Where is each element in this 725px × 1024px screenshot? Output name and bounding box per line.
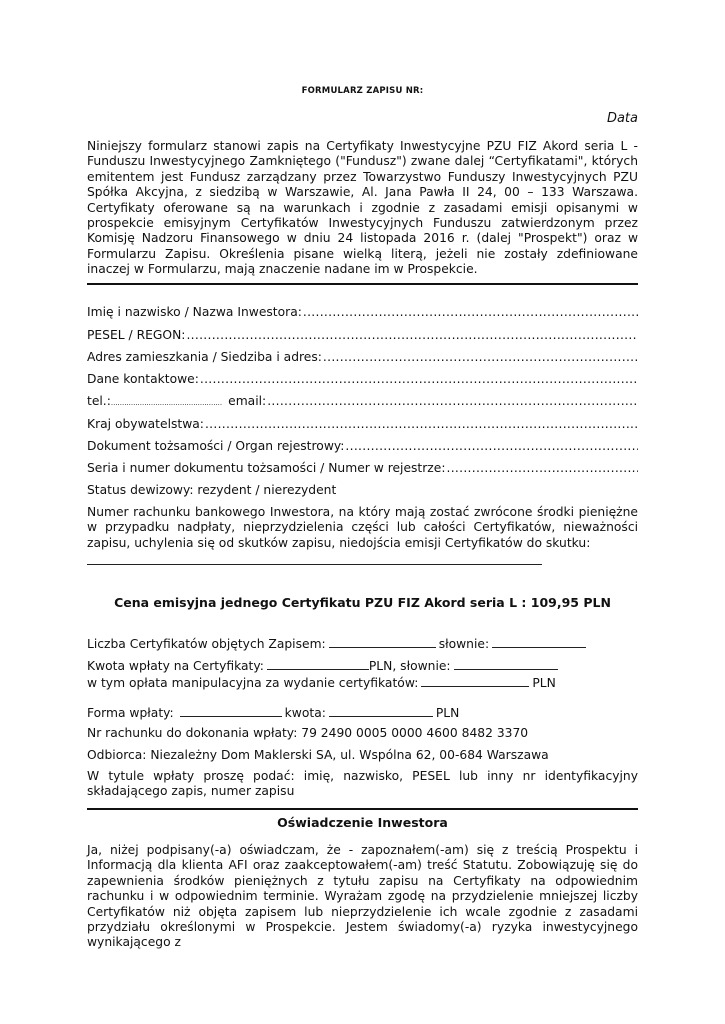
id-document-label: Dokument tożsamości / Organ rejestrowy: [87,439,345,453]
payment-pln-words: PLN, słownie: [368,659,451,673]
form-amount-line [87,705,459,720]
fx-status-line[interactable]: Status dewizowy: rezydent / nierezydent [87,483,337,497]
amount-label: kwota: [284,706,326,720]
amount-pln: PLN [435,706,460,720]
intro-paragraph: Niniejszy formularz stanowi zapis na Certyfikaty Inwestycyjne PZU FIZ Akord seria L - Funduszu Inwestycyjnego Zamkniętego ("Fundusz") zwane dalej “Certyfikatami", których emitentem jest Fundusz zarządzany przez Towarzystwo Funduszy Inwestycyjnych PZU Spółka Akcyjna, z siedzibą w Warszawie, Al. Jana Pawła II 24, 00 – 133 Warszawa. Certyfikaty oferowane są na warunkach i zgodnie z zasadami emisji opisanymi w prospekcie emisyjnym Certyfikatów Inwestycyjnych Funduszu zatwierdzonym przez Komisję Nadzoru Finansowego w dniu 24 listopada 2016 r. (dalej "Prospekt") oraz w Formularzu Zapisu. Określenia pisane wielką literą, jeżeli nie zostały zdefiniowane inaczej w Formularzu, mają znaczenie nadane im w Prospekcie. [87,139,638,277]
count-label: Liczba Certyfikatów objętych Zapisem: [87,637,326,651]
id-number-label: Seria i numer dokumentu tożsamości / Numer w rejestrze: [87,461,446,475]
fee-blank[interactable] [421,675,529,687]
amount-blank[interactable] [329,705,433,717]
count-words-label: słownie: [438,637,490,651]
form-blank[interactable] [180,705,282,717]
payment-words-blank[interactable] [454,658,558,670]
contact-field[interactable] [87,372,638,386]
id-number-field[interactable] [87,461,638,475]
recipient-line: Odbiorca: Niezależny Dom Maklerski SA, ul. Wspólna 62, 00-684 Warszawa [87,748,549,762]
fee-line [87,675,556,690]
count-line [87,636,589,651]
pesel-label: PESEL / REGON: [87,328,186,342]
email-label: email: [228,394,267,408]
transfer-account-line: Nr rachunku do dokonania wpłaty: 79 2490 0005 0000 4600 8482 3370 [87,726,529,740]
section-divider-2 [87,808,638,810]
tel-email-field[interactable] [87,394,638,408]
pesel-field[interactable] [87,328,638,342]
transfer-title-paragraph: W tytule wpłaty proszę podać: imię, nazwisko, PESEL lub inny nr identyfikacyjny składającego zapis, numer zapisu [87,769,638,799]
form-label: Forma wpłaty: [87,706,174,720]
declaration-heading: Oświadczenie Inwestora [277,815,448,830]
tel-label: tel.: [87,394,111,408]
price-heading: Cena emisyjna jednego Certyfikatu PZU FIZ Akord seria L : 109,95 PLN [114,595,611,610]
id-document-field[interactable] [87,439,638,453]
fee-label: w tym opłata manipulacyjna za wydanie certyfikatów: [87,676,419,690]
payment-line [87,658,561,673]
country-field[interactable] [87,417,638,431]
contact-label: Dane kontaktowe: [87,372,199,386]
fee-pln: PLN [532,676,556,690]
date-label: Data [606,111,638,126]
count-blank[interactable] [329,636,436,648]
tel-dots: .................................................. [110,399,223,407]
section-divider [87,283,638,285]
investor-name-field[interactable] [87,305,638,319]
investor-name-label: Imię i nazwisko / Nazwa Inwestora: [87,305,302,319]
count-words-blank[interactable] [492,636,586,648]
payment-label: Kwota wpłaty na Certyfikaty: [87,659,264,673]
country-label: Kraj obywatelstwa: [87,417,204,431]
declaration-paragraph: Ja, niżej podpisany(-a) oświadczam, że - zapoznałem(-am) się z treścią Prospektu i Informacją dla klienta AFI oraz zaakceptowałem(-am) treść Statutu. Zobowiązuję się do zapewnienia środków pieniężnych z tytułu zapisu na Certyfikaty na odpowiednim rachunku i w odpowiednim terminie. Wyrażam zgodę na przydzielenie mniejszej liczby Certyfikatów niż objęta zapisem lub nieprzydzielenie ich wcale zgodnie z zasadami przydziału określonymi w Prospekcie. Jestem świadomy(-a) ryzyka inwestycyjnego wynikającego z [87,843,638,950]
address-field[interactable] [87,350,638,364]
bank-account-paragraph: Numer rachunku bankowego Inwestora, na który mają zostać zwrócone środki pieniężne w przypadku nadpłaty, nieprzydzielenia części lub całości Certyfikatów, nieważności zapisu, uchylenia się od skutków zapisu, niedojścia emisji Certyfikatów do skutku: [87,505,638,550]
form-title: FORMULARZ ZAPISU NR: [301,86,424,96]
bank-account-blank[interactable] [87,564,542,565]
payment-blank[interactable] [267,658,369,670]
address-label: Adres zamieszkania / Siedziba i adres: [87,350,322,364]
